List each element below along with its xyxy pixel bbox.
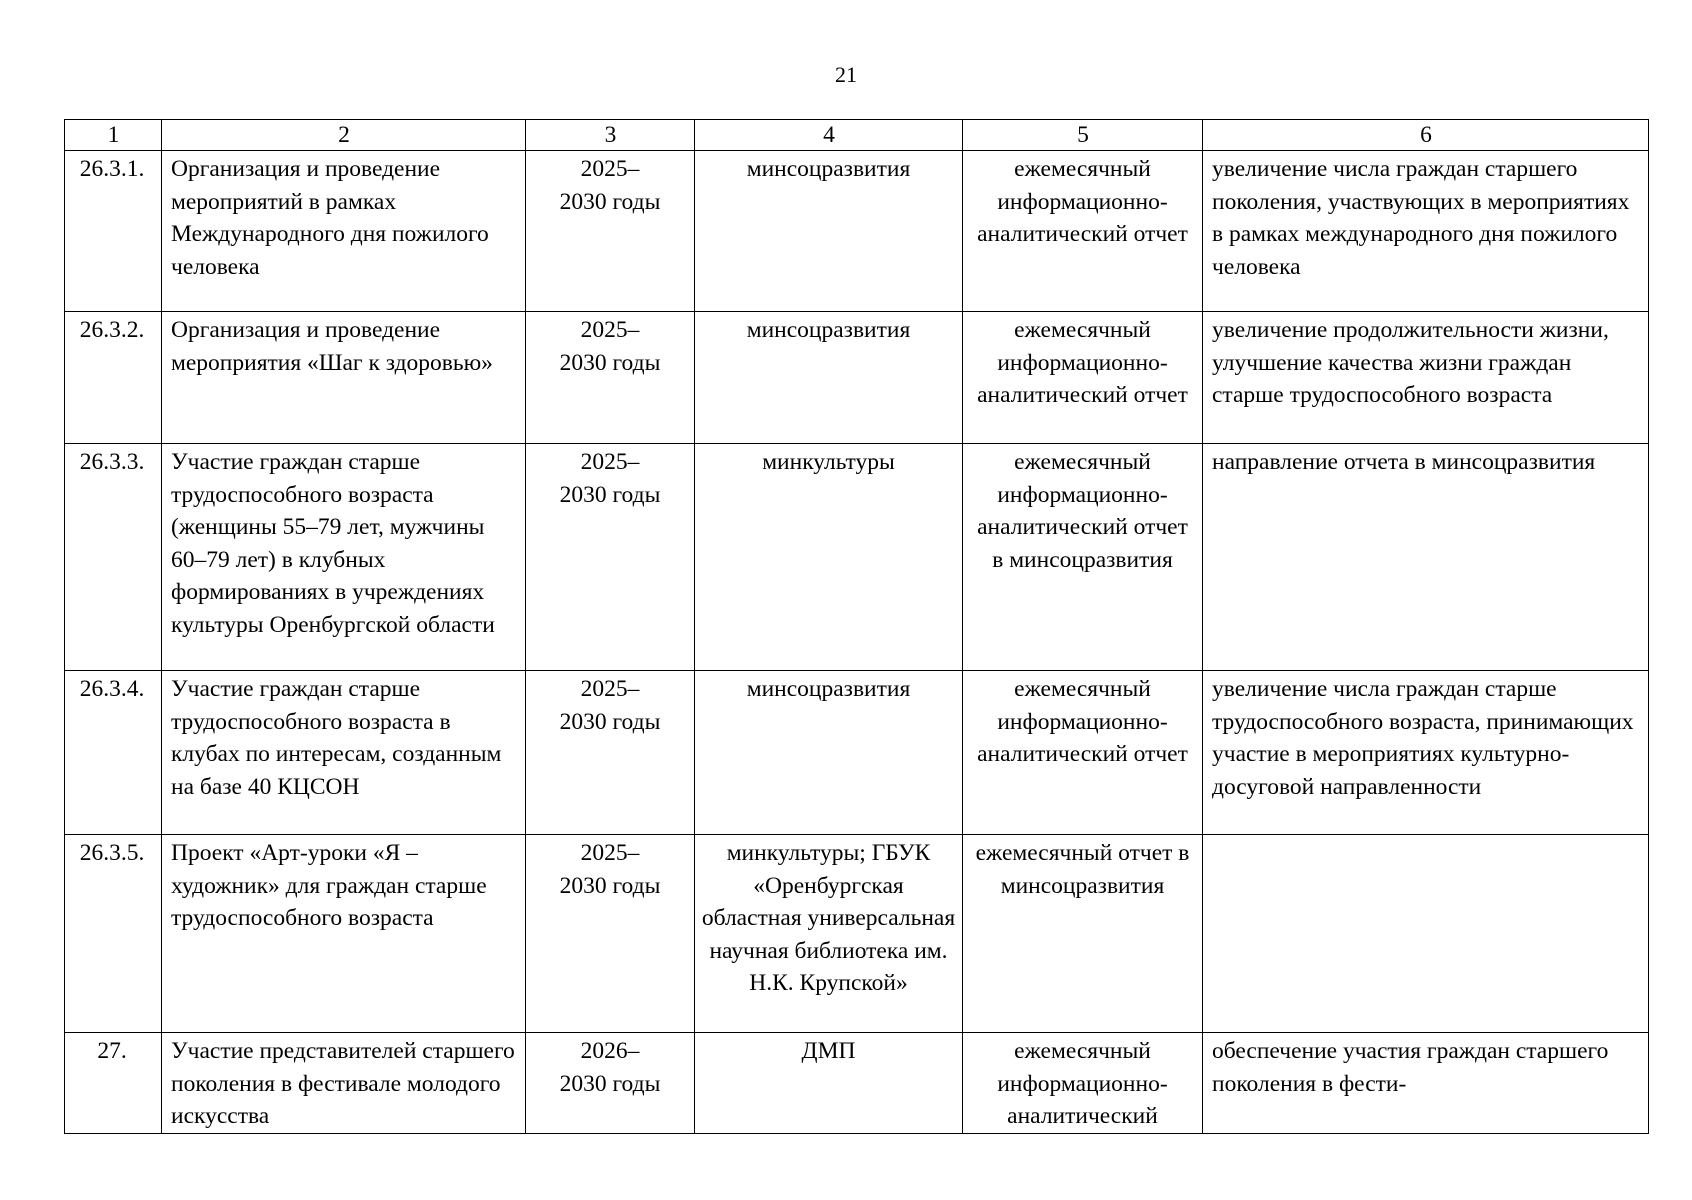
period-cell: 2026– 2030 годы — [526, 1033, 695, 1134]
activity-name-cell: Участие представителей старшего поколения в фестивале молодого искусства — [162, 1033, 526, 1134]
column-header: 1 — [65, 120, 162, 151]
report-type-cell: ежемесячный информационно-аналитический отчет — [963, 151, 1203, 312]
activity-name-cell: Участие граждан старше трудоспособного возраста (женщины 55–79 лет, мужчины 60–79 лет) в клубных формированиях в учреждениях культуры Оренбургской области — [162, 444, 526, 671]
activity-name-cell: Проект «Арт-уроки «Я – художник» для граждан старше трудоспособного возраста — [162, 835, 526, 1033]
activities-table — [64, 119, 1649, 1134]
expected-result-cell: направление отчета в минсоцразвития — [1203, 444, 1649, 671]
executor-cell: минкультуры — [695, 444, 963, 671]
column-header: 6 — [1203, 120, 1649, 151]
executor-cell: минкультуры; ГБУК «Оренбургская областная универсальная научная библиотека им. Н.К. Крупской» — [695, 835, 963, 1033]
expected-result-cell: увеличение числа граждан старшего поколения, участвующих в мероприятиях в рамках международного дня пожилого человека — [1203, 151, 1649, 312]
item-number-cell: 26.3.4. — [65, 671, 162, 835]
table-row — [65, 312, 1649, 444]
period-cell: 2025– 2030 годы — [526, 444, 695, 671]
expected-result-cell: увеличение продолжительности жизни, улучшение качества жизни граждан старше трудоспособного возраста — [1203, 312, 1649, 444]
column-header: 5 — [963, 120, 1203, 151]
executor-cell: минсоцразвития — [695, 312, 963, 444]
period-cell: 2025– 2030 годы — [526, 151, 695, 312]
table-row — [65, 671, 1649, 835]
expected-result-cell: обеспечение участия граждан старшего поколения в фести- — [1203, 1033, 1649, 1134]
executor-cell: минсоцразвития — [695, 671, 963, 835]
item-number-cell: 26.3.3. — [65, 444, 162, 671]
executor-cell: минсоцразвития — [695, 151, 963, 312]
page-number: 21 — [835, 62, 857, 87]
item-number-cell: 27. — [65, 1033, 162, 1134]
period-cell: 2025– 2030 годы — [526, 312, 695, 444]
column-header: 3 — [526, 120, 695, 151]
table-row — [65, 835, 1649, 1033]
period-cell: 2025– 2030 годы — [526, 671, 695, 835]
column-header: 4 — [695, 120, 963, 151]
table-row — [65, 1033, 1649, 1134]
report-type-cell: ежемесячный информационно-аналитический отчет — [963, 312, 1203, 444]
executor-cell: ДМП — [695, 1033, 963, 1134]
activity-name-cell: Организация и проведение мероприятий в рамках Международного дня пожилого человека — [162, 151, 526, 312]
item-number-cell: 26.3.2. — [65, 312, 162, 444]
table-row — [65, 151, 1649, 312]
column-header: 2 — [162, 120, 526, 151]
report-type-cell: ежемесячный информационно-аналитический отчет в минсоцразвития — [963, 444, 1203, 671]
expected-result-cell — [1203, 835, 1649, 1033]
period-cell: 2025– 2030 годы — [526, 835, 695, 1033]
table-row — [65, 444, 1649, 671]
report-type-cell: ежемесячный информационно-аналитический отчет — [963, 671, 1203, 835]
activity-name-cell: Организация и проведение мероприятия «Шаг к здоровью» — [162, 312, 526, 444]
expected-result-cell: увеличение числа граждан старше трудоспособного возраста, принимающих участие в мероприятиях культурно-досуговой направленности — [1203, 671, 1649, 835]
item-number-cell: 26.3.5. — [65, 835, 162, 1033]
report-type-cell: ежемесячный отчет в минсоцразвития — [963, 835, 1203, 1033]
activity-name-cell: Участие граждан старше трудоспособного возраста в клубах по интересам, созданным на базе 40 КЦСОН — [162, 671, 526, 835]
item-number-cell: 26.3.1. — [65, 151, 162, 312]
report-type-cell: ежемесячный информационно-аналитический — [963, 1033, 1203, 1134]
table-header-row — [65, 120, 1649, 151]
